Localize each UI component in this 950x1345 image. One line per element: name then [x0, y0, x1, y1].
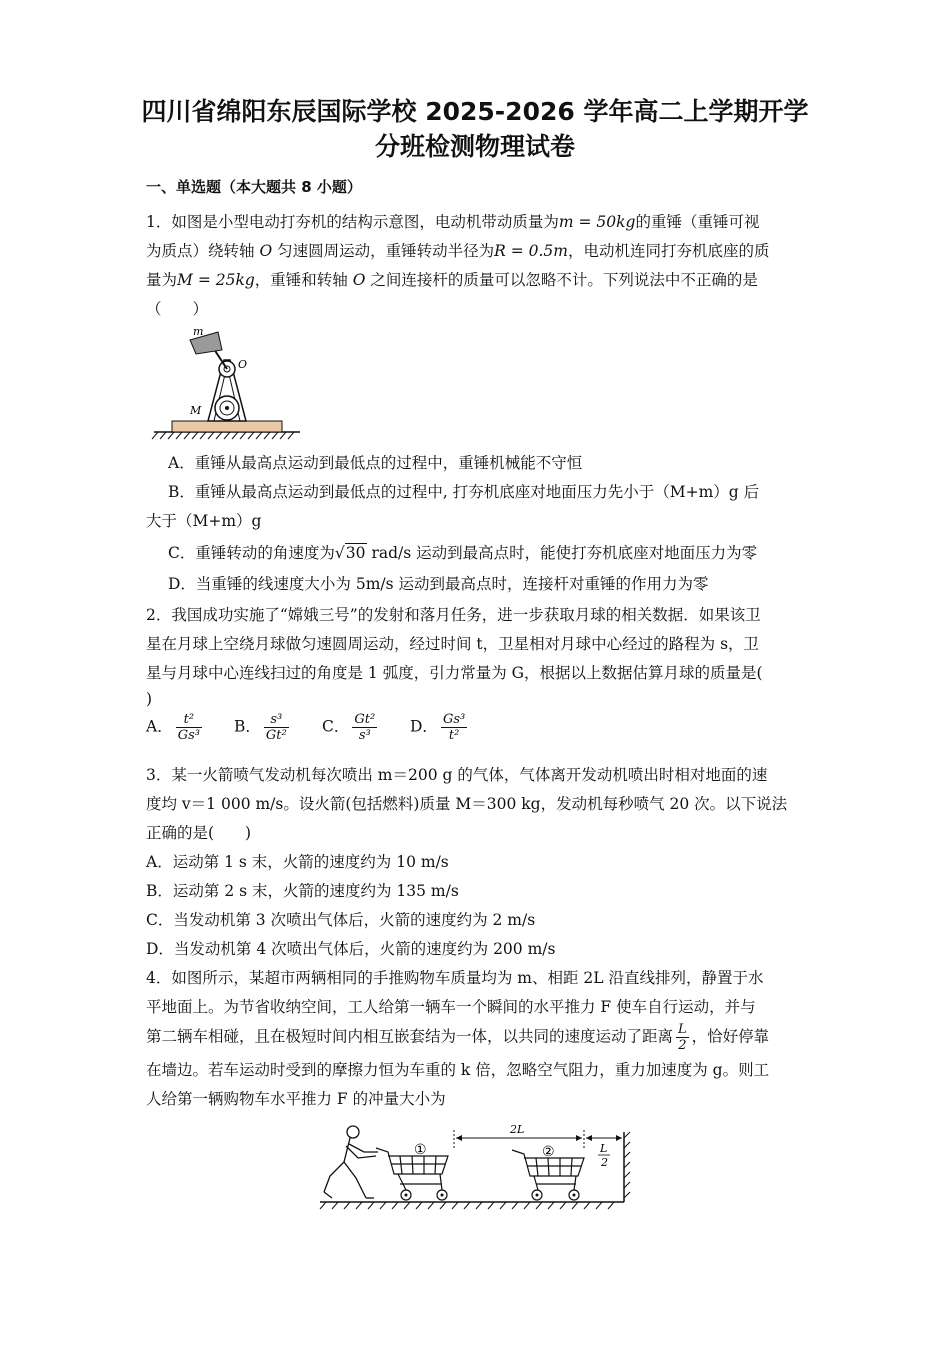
q2-stem-line3: 星与月球中心连线扫过的角度是 1 弧度，引力常量为 G，根据以上数据估算月球的质量是(: [146, 664, 763, 682]
cart-1-label: ①: [414, 1142, 427, 1158]
fig-label-m: m: [193, 325, 204, 338]
page-title-line1: 四川省绵阳东辰国际学校 2025-2026 学年高二上学期开学: [141, 97, 809, 126]
q4-stem-line3: 第二辆车相碰，且在极短时间内相互嵌套结为一体，以共同的速度运动了距离 $\frac{L}{2}$ ，恰好停靠: [146, 1022, 770, 1053]
fig-label-2L: 2L: [510, 1123, 525, 1136]
q2-option-b: B． $\frac{\text{s³}}{\text{Gt²}}$: [234, 712, 287, 743]
q3-option-c: C．当发动机第 3 次喷出气体后，火箭的速度约为 2 m/s: [146, 911, 536, 929]
q2-stem-line4: ): [146, 690, 153, 708]
q4-stem-line4: 在墙边。若车运动时受到的摩擦力恒为车重的 k 倍，忽略空气阻力，重力加速度为 g。则工: [146, 1061, 770, 1079]
q1-option-b-line1: B．重锤从最高点运动到最低点的过程中, 打夯机底座对地面压力先小于（M+m）g 后: [168, 483, 760, 501]
shopping-cart-figure: [316, 1118, 636, 1213]
fig-label-O: O: [238, 358, 248, 371]
section-heading: 一、单选题（本大题共 8 小题）: [146, 178, 362, 196]
q2-option-c: C． $\frac{\text{Gt²}}{\text{s³}}$: [322, 712, 376, 743]
q3-stem-line1: 3．某一火箭喷气发动机每次喷出 m＝200 g 的气体，气体离开发动机喷出时相对地面的速: [146, 766, 768, 784]
q1-option-a: A．重锤从最高点运动到最低点的过程中，重锤机械能不守恒: [168, 454, 583, 472]
q1-stem-line2: 为质点）绕转轴 O 匀速圆周运动，重锤转动半径为R = 0.5m，电动机连同打夯机底座的质: [146, 242, 770, 260]
q2-option-a: A． $\frac{\text{t²}}{\text{Gs³}}$: [146, 712, 200, 743]
q4-stem-line2: 平地面上。为节省收纳空间，工人给第一辆车一个瞬间的水平推力 F 使车自行运动，并与: [146, 998, 756, 1016]
q1-stem-line3: 量为M = 25kg，重锤和转轴 O 之间连接杆的质量可以忽略不计。下列说法中不正确的是: [146, 271, 758, 289]
q3-option-d: D．当发动机第 4 次喷出气体后，火箭的速度约为 200 m/s: [146, 940, 556, 958]
q3-stem-line2: 度均 v＝1 000 m/s。设火箭(包括燃料)质量 M＝300 kg，发动机每秒喷气 20 次。以下说法: [146, 795, 788, 813]
fig-label-M: M: [190, 404, 202, 417]
q3-option-a: A．运动第 1 s 末，火箭的速度约为 10 m/s: [146, 853, 449, 871]
q2-option-d: D． $\frac{\text{Gs³}}{\text{t²}}$: [410, 712, 466, 743]
q1-option-c: C．重锤转动的角速度为√30 rad/s 运动到最高点时，能使打夯机底座对地面压力为零: [168, 544, 758, 562]
q3-option-b: B．运动第 2 s 末，火箭的速度约为 135 m/s: [146, 882, 459, 900]
page-title-line2: 分班检测物理试卷: [374, 132, 575, 161]
fig-label-2: 2: [601, 1156, 608, 1169]
q1-blank: （ ）: [146, 300, 209, 318]
q4-stem-line1: 4．如图所示，某超市两辆相同的手推购物车质量均为 m、相距 2L 沿直线排列，静置于水: [146, 969, 764, 987]
q1-option-d: D．当重锤的线速度大小为 5m/s 运动到最高点时，连接杆对重锤的作用力为零: [168, 575, 709, 593]
tamper-machine-figure: [150, 322, 310, 442]
q3-stem-line3: 正确的是( ): [146, 824, 252, 842]
q1-stem-line1: 1．如图是小型电动打夯机的结构示意图，电动机带动质量为m = 50kg的重锤（重锤可视: [146, 213, 760, 231]
cart-2-label: ②: [542, 1144, 555, 1160]
q4-stem-line5: 人给第一辆购物车水平推力 F 的冲量大小为: [146, 1090, 446, 1108]
q2-stem-line1: 2．我国成功实施了“嫦娥三号”的发射和落月任务，进一步获取月球的相关数据．如果该卫: [146, 606, 761, 624]
q1-option-b-line2: 大于（M+m）g: [146, 512, 262, 530]
q2-stem-line2: 星在月球上空绕月球做匀速圆周运动，经过时间 t，卫星相对月球中心经过的路程为 s，卫: [146, 635, 760, 653]
fig-label-L: L: [600, 1142, 608, 1155]
